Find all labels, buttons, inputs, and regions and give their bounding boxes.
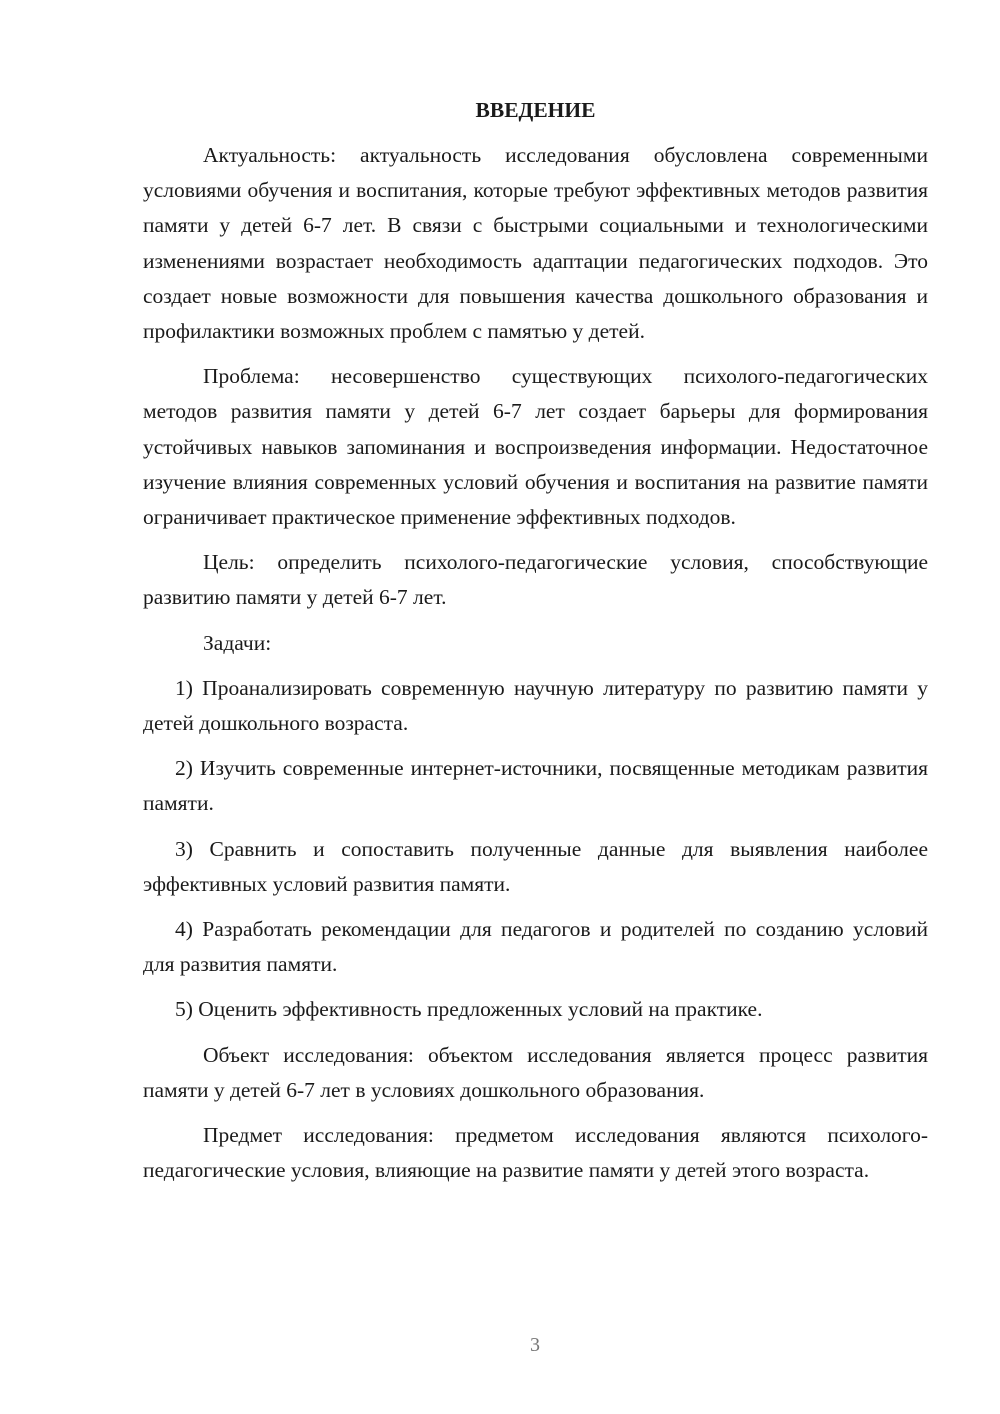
- task-item-4: 4) Разработать рекомендации для педагогов и родителей по созданию условий для развития памяти.: [143, 917, 928, 977]
- paragraph-problem: Проблема: несовершенство существующих психолого-педагогических методов развития памяти у детей 6-7 лет создает барьеры для формирования устойчивых навыков запоминания и воспроизведения информации. Недостаточное изучение влияния современных условий обучения и воспитания на развитие памяти ограничивает практическое применение эффективных подходов.: [143, 364, 928, 530]
- paragraph-object: Объект исследования: объектом исследования является процесс развития памяти у детей 6-7 лет в условиях дошкольного образования.: [143, 1042, 928, 1102]
- task-item-5: 5) Оценить эффективность предложенных условий на практике.: [175, 997, 763, 1022]
- paragraph-relevance: Актуальность: актуальность исследования обусловлена современными условиями обучения и воспитания, которые требуют эффективных методов развития памяти у детей 6-7 лет. В связи с быстрыми социальными и технологическими изменениями возрастает необходимость адаптации педагогических подходов. Это создает новые возможности для повышения качества дошкольного образования и профилактики возможных проблем с памятью у детей.: [143, 143, 928, 344]
- page-number: 3: [530, 1334, 540, 1356]
- paragraph-goal: Цель: определить психолого-педагогические условия, способствующие развитию памяти у детей 6-7 лет.: [143, 550, 928, 610]
- document-page: [143, 94, 928, 1198]
- paragraph-subject: Предмет исследования: предметом исследования являются психолого-педагогические условия, влияющие на развитие памяти у детей этого возраста.: [143, 1123, 928, 1183]
- section-title: ВВЕДЕНИЕ: [475, 98, 596, 122]
- task-item-3: 3) Сравнить и сопоставить полученные данные для выявления наиболее эффективных условий развития памяти.: [143, 836, 928, 896]
- paragraph-tasks-label: Задачи:: [203, 630, 272, 655]
- task-item-1: 1) Проанализировать современную научную литературу по развитию памяти у детей дошкольного возраста.: [143, 675, 928, 736]
- task-item-2: 2) Изучить современные интернет-источники, посвященные методикам развития памяти.: [143, 756, 928, 816]
